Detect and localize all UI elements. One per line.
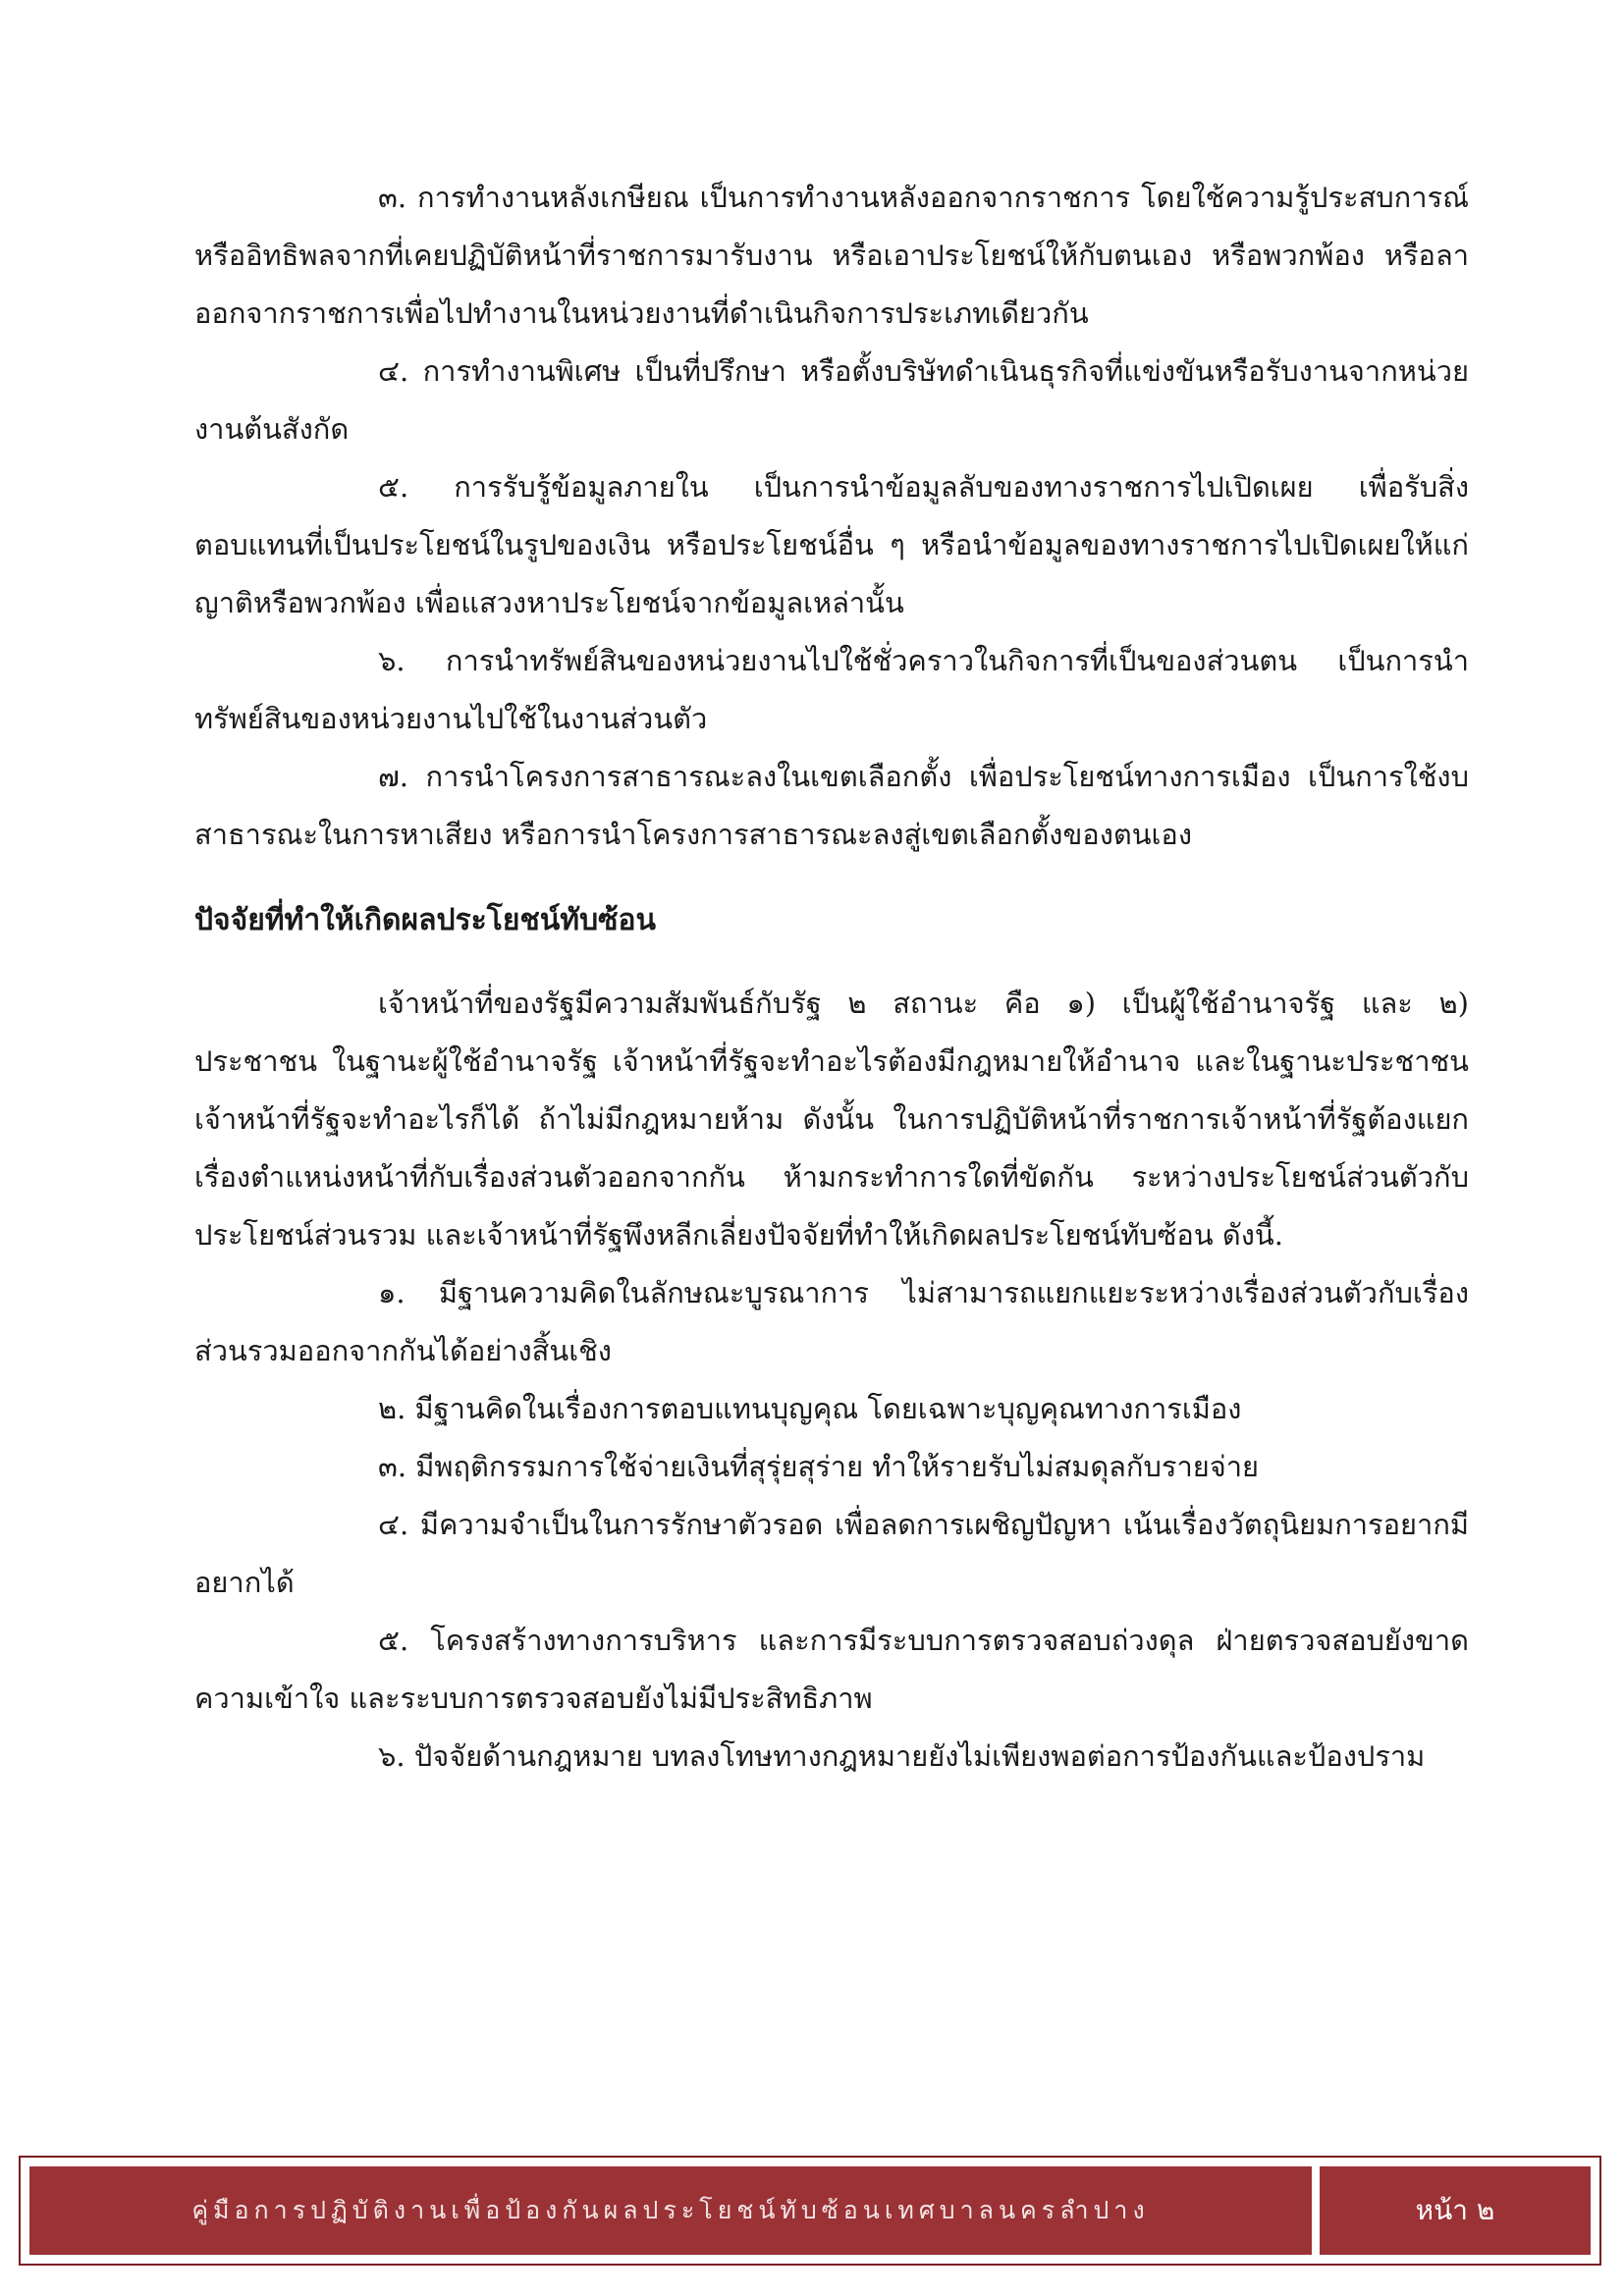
- factor-item-4: ๔. มีความจำเป็นในการรักษาตัวรอด เพื่อลดการเผชิญปัญหา เน้นเรื่องวัตถุนิยมการอยากมีอยากได้: [194, 1508, 1469, 1599]
- paragraph-item-7: ๗. การนำโครงการสาธารณะลงในเขตเลือกตั้ง เพื่อประโยชน์ทางการเมือง เป็นการใช้งบสาธารณะในการหาเสียง หรือการนำโครงการสาธารณะลงสู่เขตเลือกตั้งของตนเอง: [194, 760, 1469, 851]
- page-content: [194, 169, 1469, 1786]
- factor-item-3: ๓. มีพฤติกรรมการใช้จ่ายเงินที่สุรุ่ยสุร่าย ทำให้รายรับไม่สมดุลกับรายจ่าย: [378, 1450, 1260, 1483]
- factor-item-5: ๕. โครงสร้างทางการบริหาร และการมีระบบการตรวจสอบถ่วงดุล ฝ่ายตรวจสอบยังขาดความเข้าใจ และระบบการตรวจสอบยังไม่มีประสิทธิภาพ: [194, 1624, 1469, 1715]
- section-heading: ปัจจัยที่ทำให้เกิดผลประโยชน์ทับซ้อน: [194, 903, 656, 937]
- paragraph-item-6: ๖. การนำทรัพย์สินของหน่วยงานไปใช้ชั่วคราวในกิจการที่เป็นของส่วนตน เป็นการนำทรัพย์สินของหน่วยงานไปใช้ในงานส่วนตัว: [194, 644, 1469, 735]
- factor-item-2: ๒. มีฐานคิดในเรื่องการตอบแทนบุญคุณ โดยเฉพาะบุญคุณทางการเมือง: [378, 1392, 1242, 1425]
- page-number: หน้า ๒: [1320, 2166, 1591, 2255]
- intro-paragraph: เจ้าหน้าที่ของรัฐมีความสัมพันธ์กับรัฐ ๒ สถานะ คือ ๑) เป็นผู้ใช้อำนาจรัฐ และ ๒) ประชาชน ในฐานะผู้ใช้อำนาจรัฐ เจ้าหน้าที่รัฐจะทำอะไรต้องมีกฎหมายให้อำนาจ และในฐานะประชาชน เจ้าหน้าที่รัฐจะทำอะไรก็ได้ ถ้าไม่มีกฎหมายห้าม ดังนั้น ในการปฏิบัติหน้าที่ราชการเจ้าหน้าที่รัฐต้องแยกเรื่องตำแหน่งหน้าที่กับเรื่องส่วนตัวออกจากกัน ห้ามกระทำการใดที่ขัดกัน ระหว่างประโยชน์ส่วนตัวกับประโยชน์ส่วนรวม และเจ้าหน้าที่รัฐพึงหลีกเลี่ยงปัจจัยที่ทำให้เกิดผลประโยชน์ทับซ้อน ดังนี้.: [194, 987, 1469, 1252]
- paragraph-item-5: ๕. การรับรู้ข้อมูลภายใน เป็นการนำข้อมูลลับของทางราชการไปเปิดเผย เพื่อรับสิ่งตอบแทนที่เป็นประโยชน์ในรูปของเงิน หรือประโยชน์อื่น ๆ หรือนำข้อมูลของทางราชการไปเปิดเผยให้แก่ญาติหรือพวกพ้อง เพื่อแสวงหาประโยชน์จากข้อมูลเหล่านั้น: [194, 470, 1469, 619]
- footer: [19, 2156, 1601, 2266]
- factor-item-1: ๑. มีฐานความคิดในลักษณะบูรณาการ ไม่สามารถแยกแยะระหว่างเรื่องส่วนตัวกับเรื่องส่วนรวมออกจากกันได้อย่างสิ้นเชิง: [194, 1276, 1469, 1367]
- paragraph-item-4: ๔. การทำงานพิเศษ เป็นที่ปรึกษา หรือตั้งบริษัทดำเนินธุรกิจที่แข่งขันหรือรับงานจากหน่วยงานต้นสังกัด: [194, 354, 1469, 446]
- paragraph-item-3: ๓. การทำงานหลังเกษียณ เป็นการทำงานหลังออกจากราชการ โดยใช้ความรู้ประสบการณ์ หรืออิทธิพลจากที่เคยปฏิบัติหน้าที่ราชการมารับงาน หรือเอาประโยชน์ให้กับตนเอง หรือพวกพ้อง หรือลาออกจากราชการเพื่อไปทำงานในหน่วยงานที่ดำเนินกิจการประเภทเดียวกัน: [194, 181, 1469, 330]
- footer-title: คู่มือการปฏิบัติงานเพื่อป้องกันผลประโยชน์ทับซ้อนเทศบาลนครลำปาง: [29, 2166, 1312, 2255]
- factor-item-6: ๖. ปัจจัยด้านกฎหมาย บทลงโทษทางกฎหมายยังไม่เพียงพอต่อการป้องกันและป้องปราม: [378, 1739, 1426, 1773]
